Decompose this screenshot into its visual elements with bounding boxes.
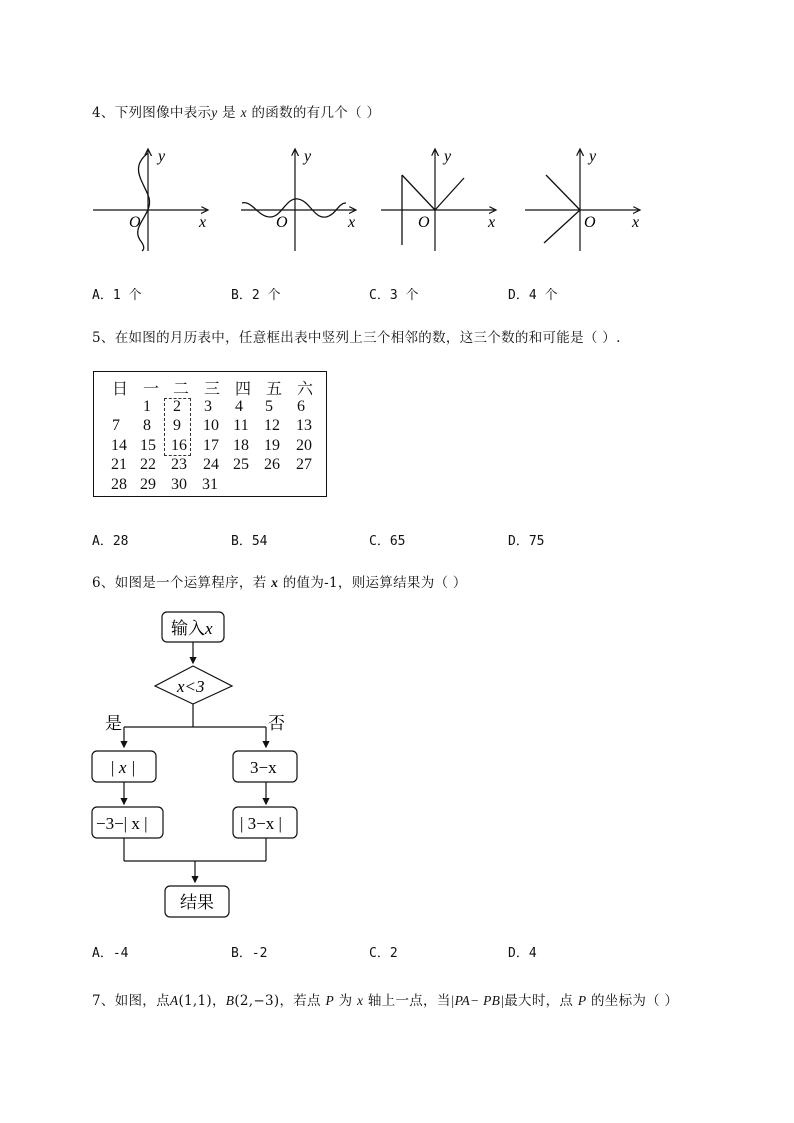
q4-graph-b [238, 145, 363, 255]
q4-graph-a [90, 145, 220, 255]
origin-label: O [276, 214, 288, 231]
svg-text:输入x: 输入x [171, 619, 213, 639]
q4-graph-c [378, 145, 503, 255]
y-label: y [158, 148, 166, 165]
svg-text:−3−| x |: −3−| x | [96, 814, 148, 833]
upper-ray [546, 175, 580, 210]
q6-option-a[interactable]: A．-4 [92, 946, 129, 961]
q4-stem: 4、下列图像中表示y 是 x 的函数的有几个（ ） [92, 105, 381, 121]
svg-text:| x |: | x | [110, 758, 136, 777]
no-label: 否 [268, 714, 285, 733]
x-label: x [199, 214, 207, 231]
left-ray [402, 175, 435, 210]
y-label: y [444, 148, 452, 165]
y-label: y [304, 148, 312, 165]
origin-label: O [418, 214, 430, 231]
q4-graph-d [522, 145, 647, 255]
q6-option-d[interactable]: D．4 [508, 946, 537, 961]
x-label: x [348, 214, 356, 231]
q6-option-b[interactable]: B．-2 [231, 946, 268, 961]
q5-option-b[interactable]: B．54 [231, 534, 268, 549]
y-label: y [589, 148, 597, 165]
flowchart [90, 605, 310, 925]
origin-label: O [584, 214, 596, 231]
q5-option-c[interactable]: C．65 [369, 534, 406, 549]
q6-stem: 6、如图是一个运算程序，若 x 的值为-1，则运算结果为（ ） [92, 575, 467, 591]
q5-option-a[interactable]: A．28 [92, 534, 129, 549]
origin-label: O [129, 214, 141, 231]
right-ray [435, 178, 464, 210]
yes-label: 是 [105, 714, 122, 733]
q5-option-d[interactable]: D．75 [508, 534, 545, 549]
q5-stem: 5、在如图的月历表中，任意框出表中竖列上三个相邻的数，这三个数的和可能是（ ）. [92, 330, 621, 346]
q4-option-d[interactable]: D．4 个 [508, 288, 558, 303]
q6-option-c[interactable]: C．2 [369, 946, 398, 961]
q4-option-a[interactable]: A．1 个 [92, 288, 142, 303]
calendar-table: 日 一 二 三 四 五 六 1 2 3 4 5 6 7 8 9 10 11 12 13 14 15 16 17 18 19 20 21 22 23 24 25 26 27 28 29 30 31 [93, 371, 327, 497]
x-label: x [488, 214, 496, 231]
svg-text:3−x: 3−x [250, 758, 277, 777]
svg-text:结果: 结果 [180, 893, 214, 912]
lower-ray [544, 210, 580, 243]
q7-stem: 7、如图，点A(1,1)，B(2,−3)，若点 P 为 x 轴上一点，当|PA− PB|最大时，点 P 的坐标为（ ） [92, 993, 679, 1009]
curve [242, 199, 346, 217]
svg-text:x<3: x<3 [177, 677, 205, 696]
x-label: x [632, 214, 640, 231]
svg-text:| 3−x |: | 3−x | [240, 814, 282, 833]
q4-option-c[interactable]: C．3 个 [369, 288, 419, 303]
q4-option-b[interactable]: B．2 个 [231, 288, 281, 303]
